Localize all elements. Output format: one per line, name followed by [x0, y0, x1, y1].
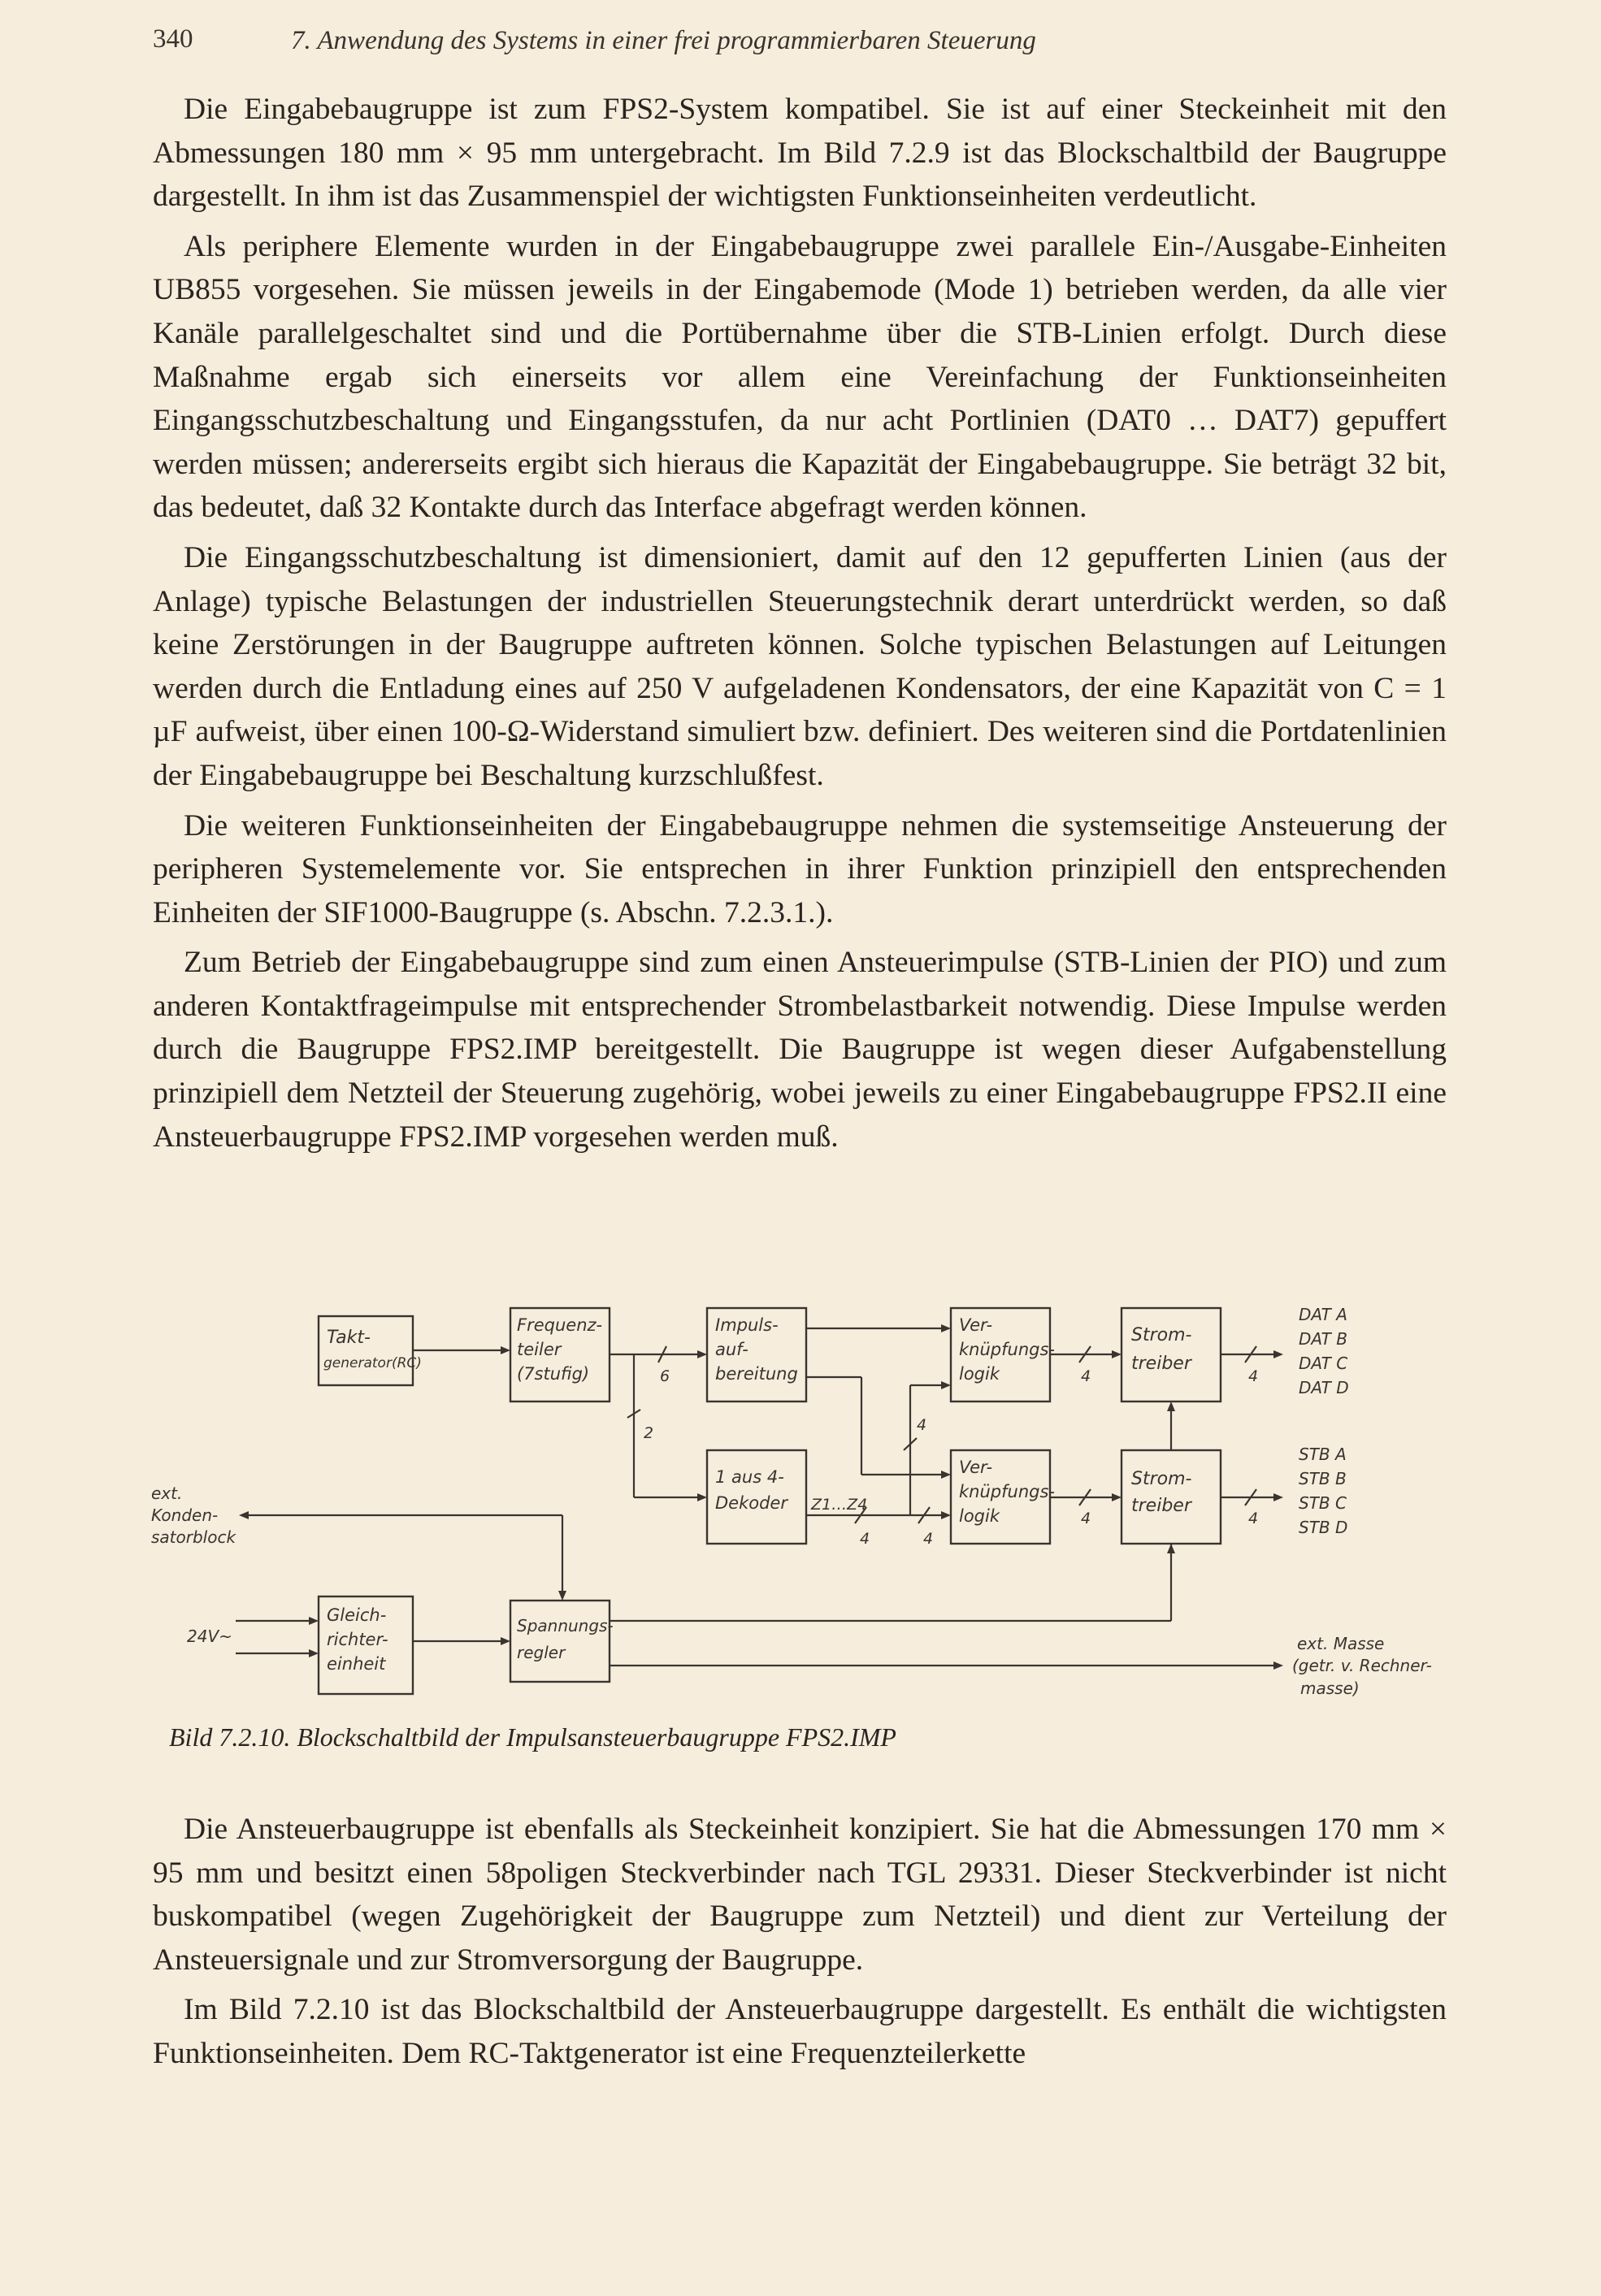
block-label: regler	[517, 1643, 566, 1662]
block-label: knüpfungs-	[959, 1340, 1055, 1359]
paragraph: Die Eingabebaugruppe ist zum FPS2-System kompatibel. Sie ist auf einer Steckeinheit mit den Abmessungen 180 mm × 95 mm untergebracht. Im Bild 7.2.9 ist das Blockschaltbild der Baugruppe dargestellt. In ihm ist das Zusammenspiel der wichtigsten Funktionseinheiten verdeutlicht.	[153, 93, 1447, 214]
z-range-label: Z1…Z4	[811, 1496, 868, 1514]
block-label: Strom-	[1131, 1469, 1192, 1489]
block-label: 1 aus 4-	[715, 1467, 784, 1487]
block-taktgenerator	[319, 1316, 422, 1385]
block-label: Impuls-	[715, 1315, 779, 1335]
dat-label: DAT D	[1299, 1378, 1349, 1397]
paragraph: Im Bild 7.2.10 ist das Blockschaltbild der Ansteuerbaugruppe dargestellt. Es enthält die wichtigsten Funktionseinheiten. Dem RC-Taktgenerator ist eine Frequenzteilerkette	[153, 1993, 1447, 2070]
voltage-label: 24V~	[187, 1627, 232, 1646]
label-line: (getr. v. Rechner-	[1292, 1656, 1432, 1675]
bus-width-label: 2	[644, 1424, 654, 1442]
figure-caption: Bild 7.2.10. Blockschaltbild der Impulsansteuerbaugruppe FPS2.IMP	[169, 1722, 896, 1752]
block-label: richter-	[327, 1630, 388, 1649]
block-stromtreiber-1	[1122, 1308, 1221, 1401]
stb-outputs	[1299, 1445, 1347, 1537]
block-label: logik	[959, 1506, 1000, 1526]
block-label: Frequenz-	[517, 1315, 603, 1335]
bus-width-label: 4	[1081, 1510, 1091, 1527]
block-label: Gleich-	[327, 1605, 387, 1625]
block-gleichrichter	[319, 1596, 413, 1694]
dat-label: DAT B	[1299, 1329, 1347, 1349]
body-text-top	[153, 88, 1447, 1165]
block-label: treiber	[1131, 1496, 1191, 1516]
block-label: bereitung	[715, 1364, 798, 1384]
block-label: Dekoder	[715, 1493, 787, 1513]
paragraph: Die Eingangsschutzbeschaltung ist dimensioniert, damit auf den 12 gepufferten Linien (aus der Anlage) typische Belastungen der industriellen Steuerungstechnik derart unterdrückt werden, so daß keine Zerstörungen in der Baugruppe auftreten können. Solche typischen Belastungen auf Leitungen werden durch die Entladung eines auf 250 V aufgeladenen Kondensators, der eine Kapazität von C = 1 µF aufweist, über einen 100-Ω-Widerstand simuliert bzw. definiert. Des weiteren sind die Portdatenlinien der Eingabebaugruppe bei Beschaltung kurzschlußfest.	[153, 540, 1447, 792]
block-label: knüpfungs-	[959, 1482, 1055, 1501]
dat-label: DAT C	[1299, 1354, 1348, 1373]
dat-outputs	[1299, 1305, 1349, 1397]
block-frequenzteiler	[510, 1308, 610, 1401]
label-line: satorblock	[151, 1527, 236, 1547]
label-line: masse)	[1300, 1679, 1360, 1698]
ext-kondensator-label	[151, 1484, 236, 1547]
page-number: 340	[153, 24, 193, 54]
paragraph: Die Ansteuerbaugruppe ist ebenfalls als Steckeinheit konzipiert. Sie hat die Abmessungen 170 mm × 95 mm und besitzt einen 58poligen Steckverbinder nach TGL 29331. Dieser Steckverbinder ist nicht buskompatibel (wegen Zugehörigkeit der Baugruppe zum Netzteil) und dient zur Verteilung der Ansteuersignale und zur Stromversorgung der Baugruppe.	[153, 1813, 1447, 1977]
block-label: einheit	[327, 1654, 386, 1674]
label-line: ext.	[151, 1484, 183, 1503]
block-label: logik	[959, 1364, 1000, 1384]
block-diagram	[146, 1296, 1447, 1751]
block-label: Ver-	[959, 1315, 993, 1335]
block-label: (7stufig)	[517, 1364, 590, 1384]
label-line: ext. Masse	[1297, 1634, 1385, 1653]
block-verknuepfungslogik-1	[951, 1308, 1055, 1401]
bus-width-label: 4	[923, 1530, 934, 1548]
bus-width-label: 4	[1081, 1367, 1091, 1385]
block-label: Spannungs-	[517, 1616, 614, 1635]
stb-label: STB C	[1299, 1493, 1347, 1513]
bus-width-label: 4	[917, 1416, 927, 1434]
block-label: Takt-	[327, 1328, 371, 1348]
block-verknuepfungslogik-2	[951, 1450, 1055, 1544]
dat-label: DAT A	[1299, 1305, 1347, 1324]
label-line: Konden-	[151, 1505, 219, 1525]
bus-width-label: 4	[860, 1530, 870, 1548]
block-spannungsregler	[510, 1601, 614, 1682]
block-stromtreiber-2	[1122, 1450, 1221, 1544]
block-dekoder	[707, 1450, 806, 1544]
paragraph: Die weiteren Funktionseinheiten der Eingabebaugruppe nehmen die systemseitige Ansteuerung der peripheren Systemelemente vor. Sie entsprechen in ihrer Funktion prinzipiell den entsprechenden Einheiten der SIF1000-Baugruppe (s. Abschn. 7.2.3.1.).	[153, 808, 1447, 929]
bus-width-label: 4	[1248, 1367, 1259, 1385]
block-impulsaufbereitung	[707, 1308, 806, 1401]
bus-width-label: 6	[660, 1367, 670, 1385]
stb-label: STB A	[1299, 1445, 1347, 1464]
stb-label: STB B	[1299, 1469, 1347, 1488]
chapter-title: 7. Anwendung des Systems in einer frei programmierbaren Steuerung	[291, 26, 1036, 55]
block-label: Strom-	[1131, 1325, 1192, 1345]
block-label: generator(RC)	[323, 1355, 422, 1371]
paragraph: Als periphere Elemente wurden in der Eingabebaugruppe zwei parallele Ein-/Ausgabe-Einheiten UB855 vorgesehen. Sie müssen jeweils in der Eingabemode (Mode 1) betrieben werden, da alle vier Kanäle parallelgeschaltet sind und die Portübernahme über die STB-Linien erfolgt. Durch diese Maßnahme ergab sich einerseits vor allem eine Vereinfachung der Funktionseinheiten Eingangsschutzbeschaltung und Eingangsstufen, da nur acht Portlinien (DAT0 … DAT7) gepuffert werden müssen; andererseits ergibt sich hieraus die Kapazität der Eingabebaugruppe. Sie beträgt 32 bit, das bedeutet, daß 32 Kontakte durch das Interface abgefragt werden können.	[153, 229, 1447, 525]
block-label: auf-	[715, 1340, 748, 1359]
stb-label: STB D	[1299, 1518, 1348, 1537]
block-label: treiber	[1131, 1354, 1191, 1374]
block-label: Ver-	[959, 1458, 993, 1477]
body-text-bottom	[153, 1808, 1447, 2082]
bus-width-label: 4	[1248, 1510, 1259, 1527]
ext-masse-label	[1292, 1634, 1432, 1698]
block-label: teiler	[517, 1340, 562, 1359]
paragraph: Zum Betrieb der Eingabebaugruppe sind zum einen Ansteuerimpulse (STB-Linien der PIO) und zum anderen Kontaktfrageimpulse mit entsprechender Strombelastbarkeit notwendig. Diese Impulse werden durch die Baugruppe FPS2.IMP bereitgestellt. Die Baugruppe ist wegen dieser Aufgabenstellung prinzipiell dem Netzteil der Steuerung zugehörig, wobei jeweils zu einer Eingabebaugruppe FPS2.II eine Ansteuerbaugruppe FPS2.IMP vorgesehen werden muß.	[153, 946, 1447, 1154]
running-header	[153, 24, 1453, 65]
